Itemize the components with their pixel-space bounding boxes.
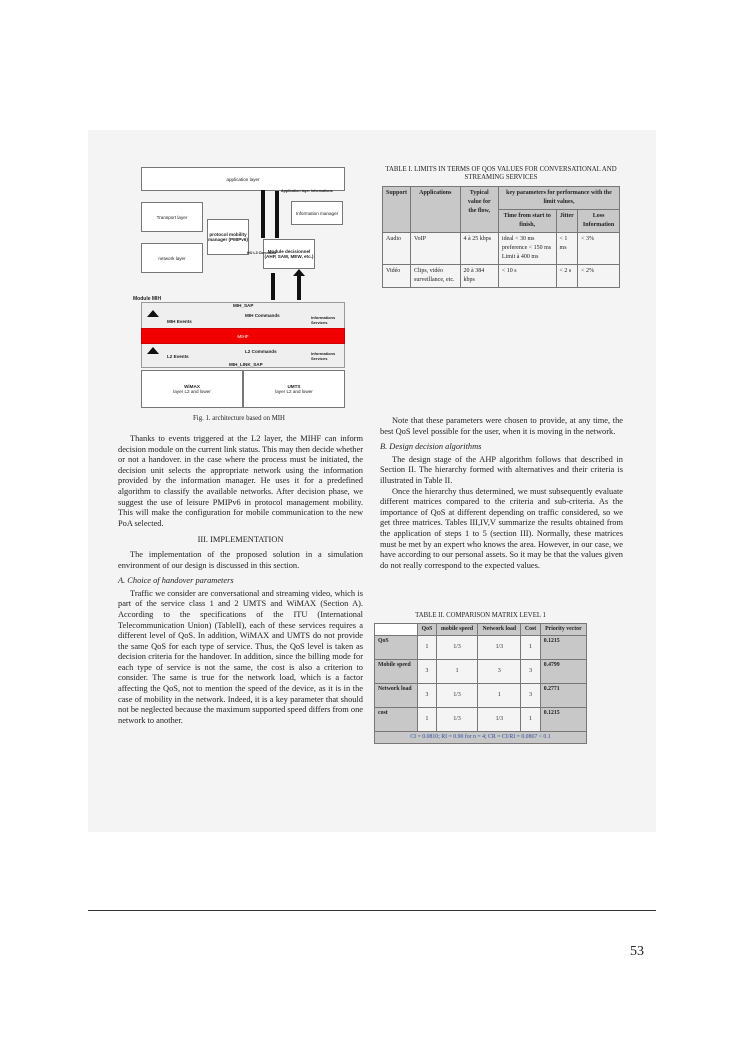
table-cell: < 1 ms — [556, 233, 578, 265]
table-cell: 3 — [521, 684, 540, 708]
mihf-bar — [141, 328, 345, 344]
protocol-mobility-manager-label: protocol mobility manager (PMIPv6) — [208, 232, 248, 242]
mih-events-arrow-icon — [147, 310, 159, 317]
priority-value: 0.1215 — [540, 636, 586, 660]
table-cell: 1/3 — [478, 636, 521, 660]
left-paragraph-3: Traffic we consider are conversational and streaming video, which is part of the service class 1 and 2 UMTS and WiMAX (Section A). According to the specifications of the ITU (International Telecommunication Union) (TableII), each of these services requires a different level of QoS. In addition, WiMAX and UMTS do not provide the same QoS for each type of service. Thus, the QoS level is taken as decision criteria for the handover. In addition, since the billing mode for each type of service is not the same, the cost is also a criterion to consider. The same is true for the network load, which is a factor affecting the QoS, not to mention the speed of the device, as it is in the case of mobility in the network. Indeed, it is a key parameter that should not be neglected because the maximum supported speed differs from one network to another. — [118, 588, 363, 725]
table-row — [383, 233, 620, 265]
table1-header-time: Time from start to finish, — [498, 210, 556, 233]
table-row — [375, 660, 587, 684]
subsection-b-heading: B. Design decision algorithms — [380, 442, 482, 452]
table2-header-priority: Priority vector — [540, 624, 586, 636]
app-layer-connector — [275, 191, 279, 238]
table-cell: 1/3 — [478, 708, 521, 732]
table2-header-qos: QoS — [418, 624, 437, 636]
umts-box — [243, 370, 345, 408]
table2-header-speed: mobile speed — [436, 624, 477, 636]
l2-events-label: L2 Events — [167, 354, 189, 359]
table1-header-support: Support — [383, 187, 411, 233]
wimax-box — [141, 370, 243, 408]
table-cell: 3 — [418, 660, 437, 684]
table-cell: 1 — [521, 708, 540, 732]
table-cell: 3 — [418, 684, 437, 708]
table-cell: 20 à 384 kbps — [460, 265, 498, 288]
umts-label: UMTS — [287, 384, 301, 389]
left-column — [118, 434, 363, 726]
network-layer-label: network layer — [158, 255, 186, 261]
information-manager-box — [291, 201, 343, 225]
subsection-a-heading: A. Choice of handover parameters — [118, 576, 234, 586]
priority-value: 0.4799 — [540, 660, 586, 684]
table-footer-row — [375, 732, 587, 744]
table-2 — [374, 623, 587, 744]
wimax-sub-label: layer L2 and lower — [173, 389, 211, 394]
l2-events-arrow-icon — [147, 347, 159, 354]
table-row-label: cost — [375, 708, 418, 732]
info-services-label: Informations Services — [311, 315, 336, 325]
table-row — [383, 265, 620, 288]
app-info-label: Application layer informations — [281, 189, 333, 193]
mih-architecture-diagram — [133, 165, 345, 410]
mihf-label: MIHF — [237, 333, 249, 339]
section-3-heading: III. IMPLEMENTATION — [197, 535, 284, 545]
application-layer-box — [141, 167, 345, 191]
mih-link-sap-label: MIH_LINK_SAP — [229, 362, 263, 367]
mih-commands-connector — [271, 273, 275, 300]
left-paragraph-2: The implementation of the proposed solution in a simulation environment of our design is discussed in this section. — [118, 549, 363, 570]
network-layer-box — [141, 243, 203, 273]
priority-value: 0.1215 — [540, 708, 586, 732]
right-paragraph-3: Once the hierarchy thus determined, we must subsequently evaluate different matrices compared to the criteria and sub-criteria. As the importance of QoS at different depending on traffic considered, so we get three matrices. Tables III,IV,V summarize the results obtained from the application of steps 1 to 5 (section III). Normally, these matrices must be met by an expert who knows the area. However, in our case, we have according to our personal assets. So it may be that the values given do not really correspond to the expected values. — [380, 486, 623, 570]
mih-events-label: MIH Events — [167, 319, 192, 324]
umts-sub-label: layer L2 and lower — [275, 389, 313, 394]
table-1 — [382, 186, 620, 288]
information-manager-label: Information manager — [295, 210, 339, 216]
l2-commands-label: L2 Commands — [245, 349, 277, 354]
table2-header-blank — [375, 624, 418, 636]
table-cell: 1 — [418, 636, 437, 660]
table-row — [375, 708, 587, 732]
table1-header-typical: Typical value for the flow, — [460, 187, 498, 233]
table-cell: VoIP — [411, 233, 461, 265]
table2-header-cost: Cost — [521, 624, 540, 636]
info-services-2-label: Informations Services — [311, 351, 336, 361]
table-cell: Vidéo — [383, 265, 411, 288]
table-cell: 3 — [521, 660, 540, 684]
application-layer-label: application layer — [226, 176, 260, 182]
mih-events-connector — [297, 275, 301, 300]
table1-header-key: key parameters for performance with the limit values, — [498, 187, 619, 210]
table-cell: 4 à 25 kbps — [460, 233, 498, 265]
table1-header-applications: Applications — [411, 187, 461, 233]
table-cell: 1 — [521, 636, 540, 660]
table-cell: < 2 s — [556, 265, 578, 288]
table-cell: 3 — [478, 660, 521, 684]
wimax-label: WiMAX — [184, 384, 200, 389]
table-cell: 1 — [478, 684, 521, 708]
consistency-ratio: CI = 0.0810; RI = 0.90 for n = 4; CR = CI/RI = 0.0867 < 0.1 — [375, 732, 587, 744]
page-footer-rule — [88, 910, 656, 911]
table-cell: < 2% — [578, 265, 620, 288]
table-cell: < 3% — [578, 233, 620, 265]
transport-layer-box — [141, 202, 203, 232]
table-cell: 1 — [436, 660, 477, 684]
table-row-label: Mobile speed — [375, 660, 418, 684]
right-paragraph-1: Note that these parameters were chosen to provide, at any time, the best QoS level possible for the user, when it is moving in the network. — [380, 416, 623, 436]
table-cell: ideal < 30 ms preference < 150 ms Limit à 400 ms — [498, 233, 556, 265]
decision-module-label: Module decisionnel (AHP, SAW, MEW, etc.) — [264, 249, 314, 259]
ho-command-label: HO L3 Command — [247, 251, 277, 255]
transport-layer-label: Transport layer — [156, 214, 188, 220]
events-connector — [261, 190, 265, 238]
figure-caption: Fig. 1. architecture based on MIH — [193, 415, 285, 422]
protocol-mobility-manager-box — [207, 219, 249, 255]
mih-commands-label: MIH Commands — [245, 313, 280, 318]
mih-sap-label: MIH_SAP — [233, 303, 254, 308]
table1-header-loss: Loss Information — [578, 210, 620, 233]
table-row — [375, 636, 587, 660]
table-row — [375, 684, 587, 708]
table-cell: 1/3 — [436, 684, 477, 708]
priority-value: 0.2771 — [540, 684, 586, 708]
table-row-label: Network load — [375, 684, 418, 708]
right-column — [380, 416, 623, 571]
table-cell: 1/3 — [436, 708, 477, 732]
right-paragraph-2: The design stage of the AHP algorithm follows that described in Section II. The hierarchy formed with alternatives and their criteria is illustrated in Table II. — [380, 454, 623, 485]
left-paragraph-1: Thanks to events triggered at the L2 layer, the MIHF can inform decision module on the current link status. This may then decide whether or not a handover. in the case where the process must be initiated, the decision unit selects the appropriate network using the information provided by the information manager. He uses it for a predefined algorithm to classify the available networks. After decision phase, we suggest the use of leisure PMIPv6 in protocol management mobility. This will make the configuration for mobile communication to the new PoA selected. — [118, 434, 363, 528]
table1-header-jitter: Jitter — [556, 210, 578, 233]
table-cell: 1 — [418, 708, 437, 732]
table2-header-load: Network load — [478, 624, 521, 636]
table-row-label: QoS — [375, 636, 418, 660]
table-1-caption: TABLE I. LIMITS IN TERMS OF QOS VALUES FOR CONVERSATIONAL AND STREAMING SERVICES — [385, 166, 617, 181]
table-cell: < 10 s — [498, 265, 556, 288]
table-2-caption: TABLE II. COMPARISON MATRIX LEVEL 1 — [415, 612, 546, 619]
page-number: 53 — [630, 944, 644, 959]
module-mih-label: Module MIH — [133, 296, 162, 302]
table-cell: 1/3 — [436, 636, 477, 660]
table-cell: Audio — [383, 233, 411, 265]
table-cell: Clips, vidéo surveillance, etc. — [411, 265, 461, 288]
